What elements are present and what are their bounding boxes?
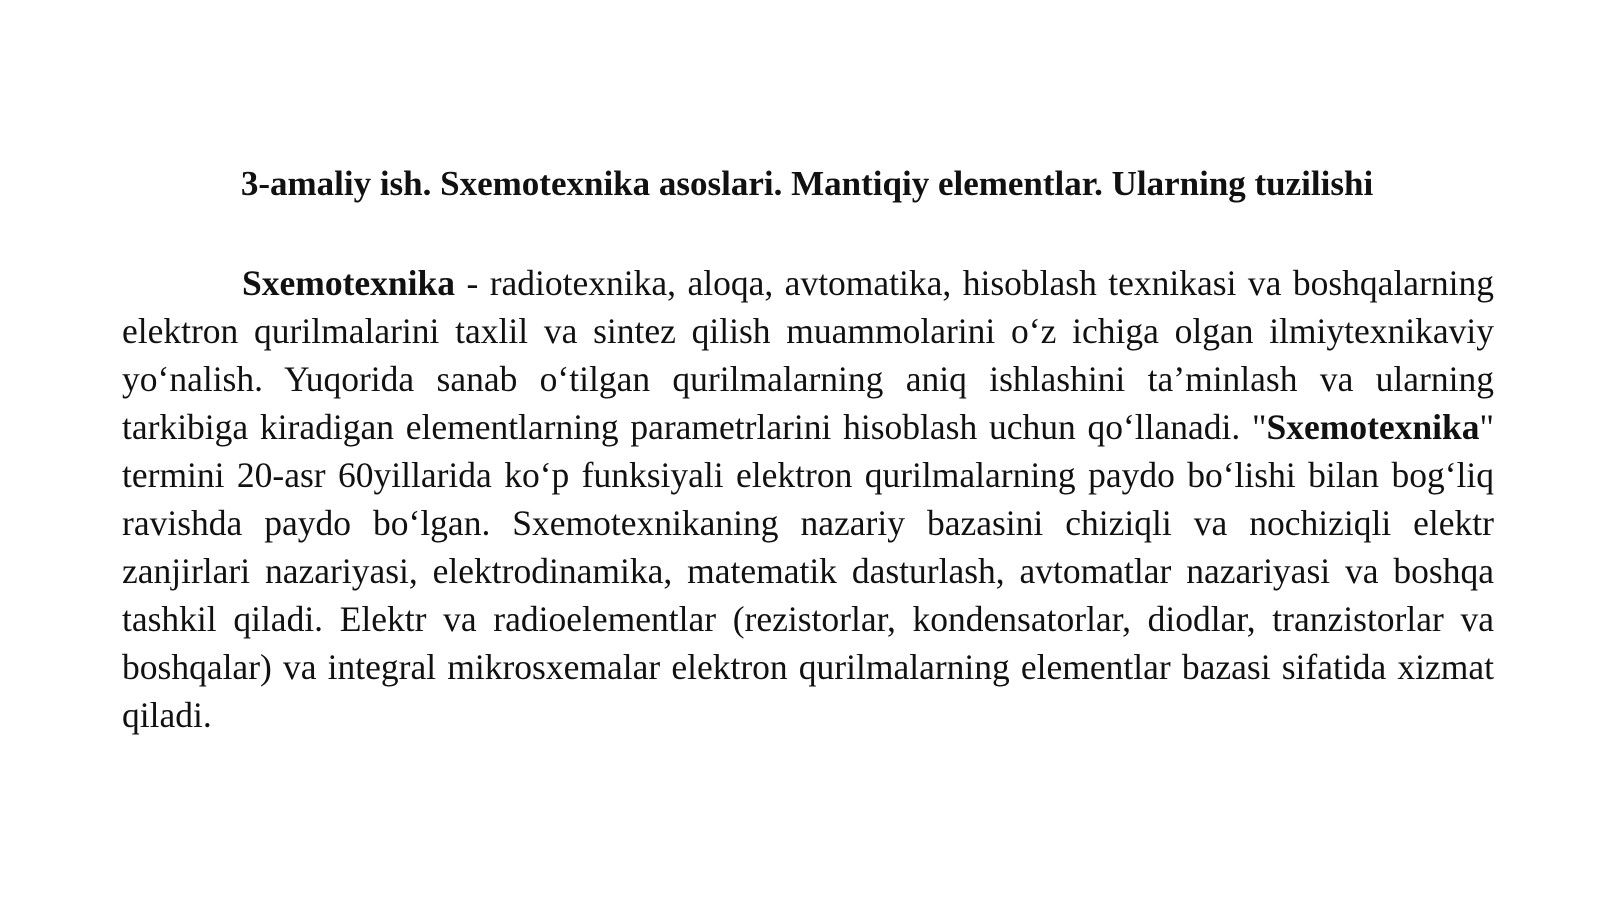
term-bold: Sxemotexnika <box>242 263 455 303</box>
term-bold-quoted: Sxemotexnika <box>1266 407 1480 447</box>
paragraph-text-part1: - radiotexnika, aloqa, avtomatika, hisoblash texnikasi va boshqalarning elektron qurilmalarini taxlil va sintez qilish muammolarini oʻz ichiga olgan ilmiytexnikaviy yoʻnalish. Yuqorida sanab oʻtilgan qurilmalarning aniq ishlashini ta’minlash va ularning tarkibiga kiradigan elementlarning parametrlarini hisoblash uchun qoʻllanadi. " <box>122 263 1494 447</box>
document-title: 3-amaliy ish. Sxemotexnika asoslari. Mantiqiy elementlar. Ularning tuzilishi <box>240 164 1374 203</box>
body-paragraph <box>122 259 1494 739</box>
paragraph-text-part2: " termini 20-asr 60yillarida koʻp funksiyali elektron qurilmalarning paydo boʻlishi bilan bogʻliq ravishda paydo boʻlgan. Sxemotexnikaning nazariy bazasini chiziqli va nochiziqli elektr zanjirlari nazariyasi, elektrodinamika, matematik dasturlash, avtomatlar nazariyasi va boshqa tashkil qiladi. Elektr va radioelementlar (rezistorlar, kondensatorlar, diodlar, tranzistorlar va boshqalar) va integral mikrosxemalar elektron qurilmalarning elementlar bazasi sifatida xizmat qiladi. <box>122 407 1494 735</box>
